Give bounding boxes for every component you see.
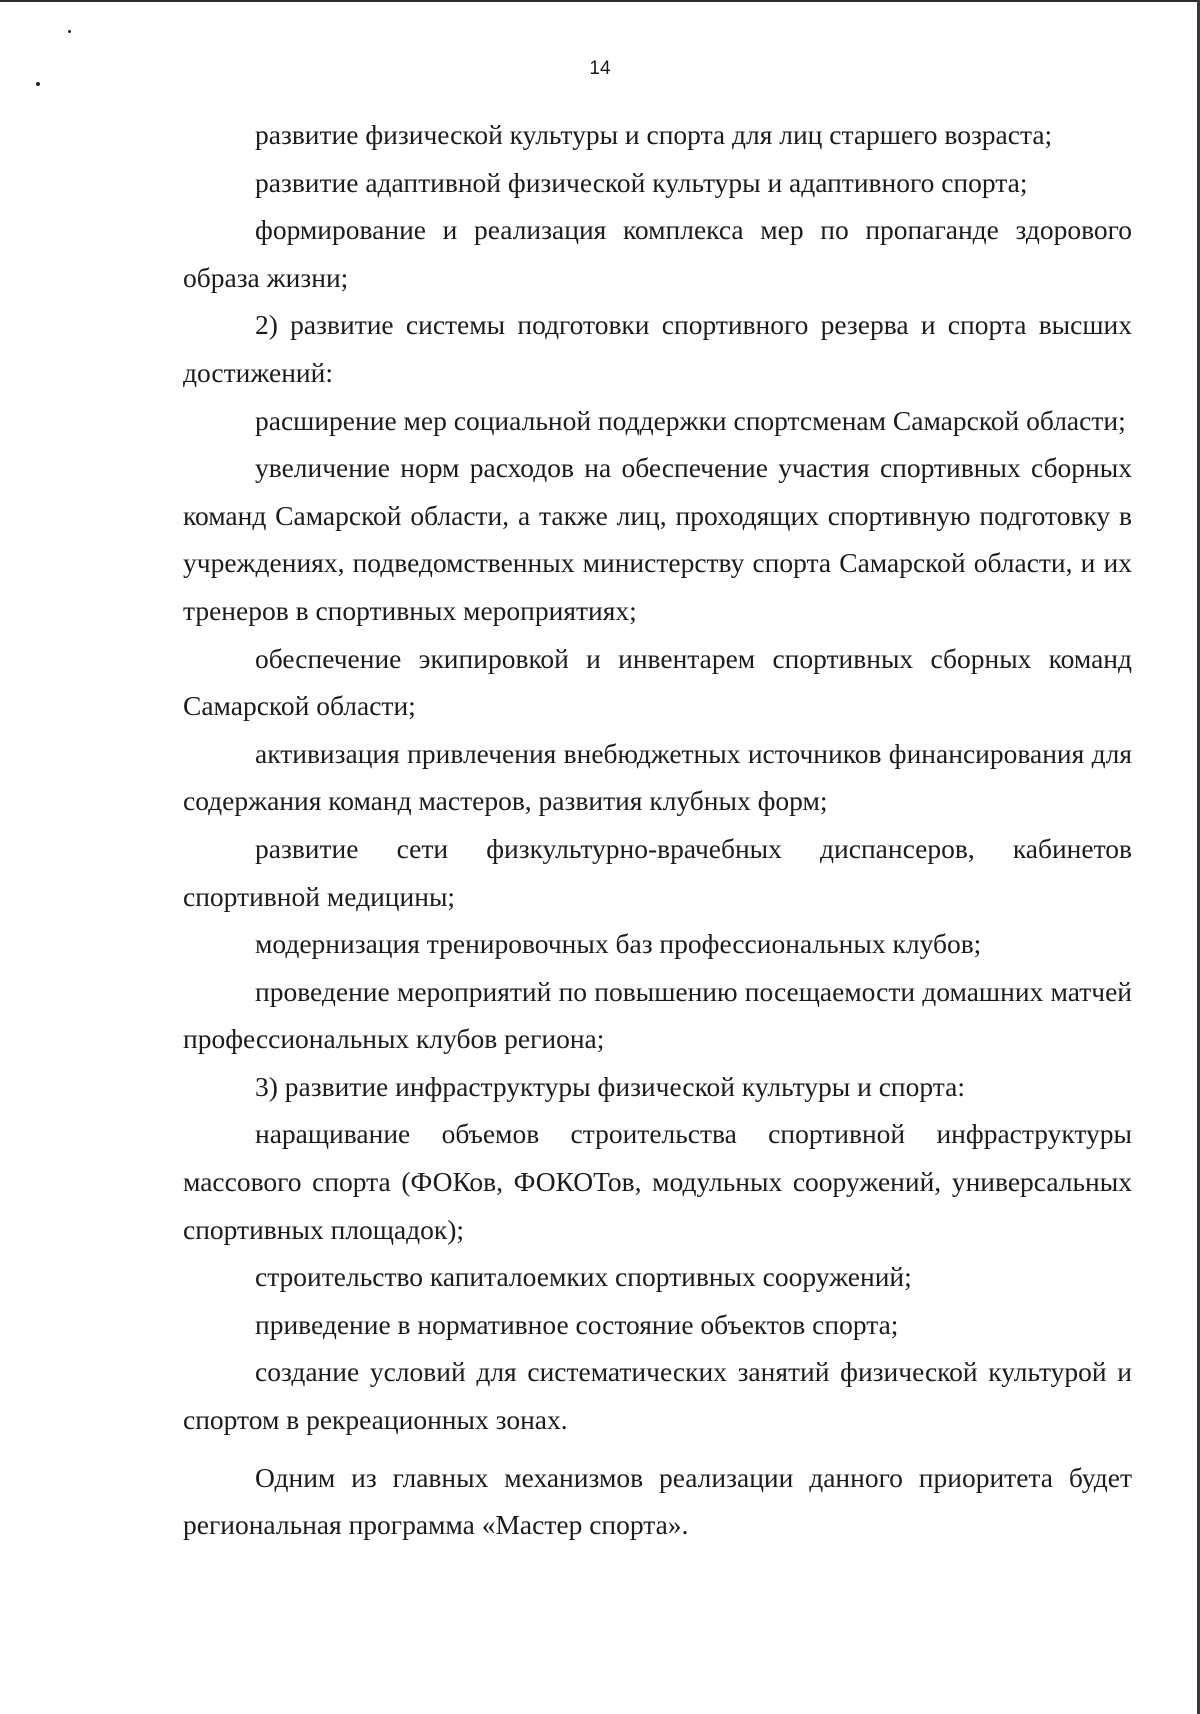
paragraph: активизация привлечения внебюджетных источников финансирования для содержания команд мастеров, развития клубных форм;	[183, 737, 1132, 817]
page-number: 14	[589, 58, 611, 79]
paragraph: Одним из главных механизмов реализации данного приоритета будет региональная программа «Мастер спорта».	[183, 1461, 1132, 1541]
scan-speck	[68, 30, 71, 33]
paragraph: обеспечение экипировкой и инвентарем спортивных сборных команд Самарской области;	[183, 642, 1132, 722]
paragraph: развитие физической культуры и спорта для лиц старшего возраста;	[255, 119, 1053, 150]
paragraph: приведение в нормативное состояние объектов спорта;	[255, 1308, 899, 1340]
scan-speck	[36, 82, 40, 86]
paragraph: модернизация тренировочных баз профессиональных клубов;	[255, 928, 982, 960]
paragraph: создание условий для систематических занятий физической культурой и спортом в рекреационных зонах.	[183, 1356, 1132, 1436]
paragraph: расширение мер социальной поддержки спортсменам Самарской области;	[255, 404, 1126, 436]
paragraph: формирование и реализация комплекса мер по пропаганде здорового образа жизни;	[183, 214, 1132, 293]
paragraph: 2) развитие системы подготовки спортивного резерва и спорта высших достижений:	[183, 309, 1132, 388]
paragraph: развитие адаптивной физической культуры и адаптивного спорта;	[255, 166, 1028, 198]
paragraph: развитие сети физкультурно-врачебных диспансеров, кабинетов спортивной медицины;	[183, 832, 1132, 912]
paragraph: наращивание объемов строительства спортивной инфраструктуры массового спорта (ФОКов, ФОКОТов, модульных сооружений, универсальных спортивных площадок);	[183, 1118, 1132, 1245]
paragraph: проведение мероприятий по повышению посещаемости домашних матчей профессиональных клубов региона;	[183, 975, 1132, 1055]
paragraph: увеличение норм расходов на обеспечение участия спортивных сборных команд Самарской области, а также лиц, проходящих спортивную подготовку в учреждениях, подведомственных министерству спорта Самарской области, и их тренеров в спортивных мероприятиях;	[183, 452, 1132, 626]
scan-edge-top	[0, 0, 1200, 2]
document-body	[183, 111, 1132, 1549]
paragraph: 3) развитие инфраструктуры физической культуры и спорта:	[255, 1070, 965, 1102]
paragraph: строительство капиталоемких спортивных сооружений;	[255, 1261, 912, 1293]
